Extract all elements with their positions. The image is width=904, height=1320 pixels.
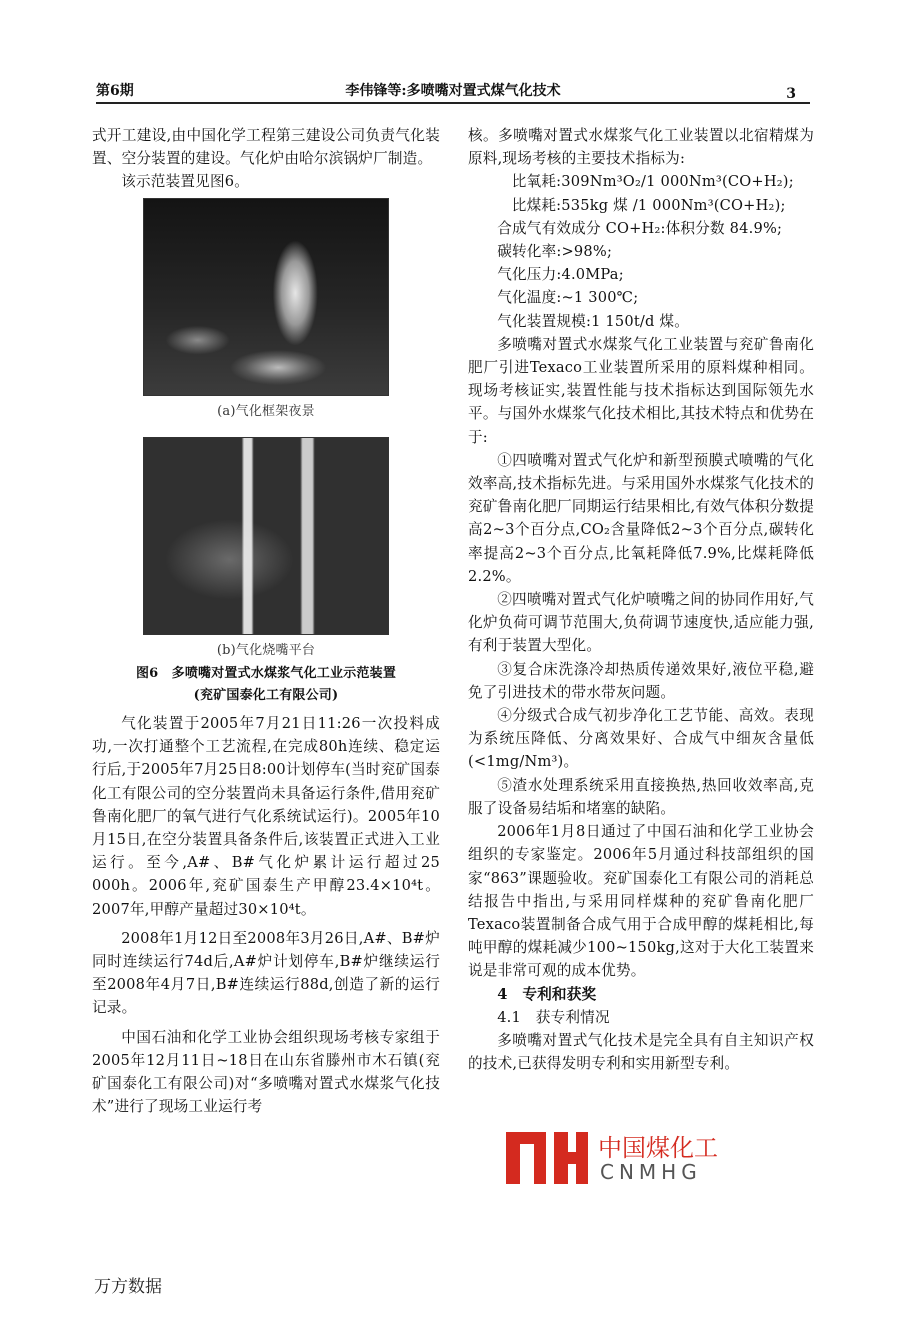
figure-caption-source: (兖矿国泰化工有限公司) xyxy=(193,688,339,704)
subsection-heading: 4.1 获专利情况 xyxy=(497,1008,610,1026)
photo-burner-platform xyxy=(143,437,389,635)
paragraph: ③复合床洗涤冷却热质传递效果好,液位平稳,避免了引进技术的带水带灰问题。 xyxy=(468,660,814,701)
watermark-english: CNMHG xyxy=(600,1160,702,1184)
paragraph: ②四喷嘴对置式气化炉喷嘴之间的协同作用好,气化炉负荷可调节范围大,负荷调节速度快,适应能力强,有利于装置大型化。 xyxy=(468,591,814,655)
paragraph: 气化装置于2005年7月21日11:26一次投料成功,一次打通整个工艺流程,在完成80h连续、稳定运行后,于2005年7月25日8:00计划停车(当时兖矿国泰化工有限公司的空分装置尚未具备运行条件,借用兖矿鲁南化肥厂的氧气进行气化系统试运行)。2005年10月15日,在空分装置具备条件后,该装置正式进入工业运行。至今,A#、B#气化炉累计运行超过25 000h。2006年,兖矿国泰生产甲醇23.4×10⁴t。2007年,甲醇产量超过30×10⁴t。 xyxy=(92,715,440,918)
running-header xyxy=(96,76,810,104)
spec-line: 比煤耗:535kg 煤 /1 000Nm³(CO+H₂); xyxy=(511,196,786,214)
paragraph: ⑤渣水处理系统采用直接换热,热回收效率高,克服了设备易结垢和堵塞的缺陷。 xyxy=(468,776,814,817)
paragraph: 多喷嘴对置式气化技术是完全具有自主知识产权的技术,已获得发明专利和实用新型专利。 xyxy=(468,1031,814,1073)
paragraph: 2006年1月8日通过了中国石油和化学工业协会组织的专家鉴定。2006年5月通过科技部组织的国家“863”课题验收。兖矿国泰化工有限公司的消耗总结报告中指出,与采用同样煤种的兖矿鲁南化肥厂Texaco装置制备合成气用于合成甲醇的煤耗相比,每吨甲醇的煤耗减少100~150kg,这对于大化工装置来说是非常可观的成本优势。 xyxy=(468,823,814,980)
watermark-logo-icon xyxy=(504,1128,590,1186)
paragraph: 中国石油和化学工业协会组织现场考核专家组于2005年12月11日~18日在山东省滕州市木石镇(兖矿国泰化工有限公司)对“多喷嘴对置式水煤浆气化技术”进行了现场工业运行考 xyxy=(92,1028,440,1116)
paragraph: 核。多喷嘴对置式水煤浆气化工业装置以北宿精煤为原料,现场考核的主要技术指标为: xyxy=(468,127,814,168)
paragraph: 多喷嘴对置式水煤浆气化工业装置与兖矿鲁南化肥厂引进Texaco工业装置所采用的原料煤种相同。现场考核证实,装置性能与技术指标达到国际领先水平。与国外水煤浆气化技术相比,其技术特点和优势在于: xyxy=(468,335,814,446)
subcaption-b: (b)气化烧嘴平台 xyxy=(216,642,316,658)
issue-number: 第6期 xyxy=(96,83,134,99)
watermark-chinese: 中国煤化工 xyxy=(598,1134,718,1162)
watermark xyxy=(504,1126,744,1190)
spec-line: 气化压力:4.0MPa; xyxy=(497,266,624,284)
paragraph: 2008年1月12日至2008年3月26日,A#、B#炉同时连续运行74d后,A#炉计划停车,B#炉继续运行至2008年4月7日,B#连续运行88d,创造了新的运行记录。 xyxy=(92,929,440,1017)
paragraph: ④分级式合成气初步净化工艺节能、高效。表现为系统压降低、分离效果好、合成气中细灰含量低(<1mg/Nm³)。 xyxy=(468,707,814,771)
right-column xyxy=(468,124,814,1075)
footer-source: 万方数据 xyxy=(94,1277,162,1297)
spec-line: 碳转化率:>98%; xyxy=(497,243,613,261)
paragraph: ①四喷嘴对置式气化炉和新型预膜式喷嘴的气化效率高,技术指标先进。与采用国外水煤浆气化技术的兖矿鲁南化肥厂同期运行结果相比,有效气体积分数提高2~3个百分点,CO₂含量降低2~3个百分点,碳转化率提高2~3个百分点,比氧耗降低7.9%,比煤耗降低2.2%。 xyxy=(468,451,814,585)
paragraph: 该示范装置见图6。 xyxy=(121,173,250,191)
spec-line: 气化装置规模:1 150t/d 煤。 xyxy=(497,312,689,330)
spec-line: 比氧耗:309Nm³O₂/1 000Nm³(CO+H₂); xyxy=(511,173,794,191)
spec-line: 气化温度:~1 300℃; xyxy=(497,289,639,307)
paragraph: 式开工建设,由中国化学工程第三建设公司负责气化装置、空分装置的建设。气化炉由哈尔滨锅炉厂制造。 xyxy=(92,127,440,168)
figure-caption: 图6 多喷嘴对置式水煤浆气化工业示范装置 xyxy=(135,666,397,682)
left-column xyxy=(92,124,440,1118)
section-heading: 4 专利和获奖 xyxy=(497,985,597,1003)
figure-6 xyxy=(92,198,440,706)
spec-line: 合成气有效成分 CO+H₂:体积分数 84.9%; xyxy=(497,219,783,237)
running-title: 李伟锋等:多喷嘴对置式煤气化技术 xyxy=(345,83,561,99)
page-number: 3 xyxy=(786,86,796,102)
subcaption-a: (a)气化框架夜景 xyxy=(217,403,315,419)
photo-gasifier-night xyxy=(143,198,389,396)
